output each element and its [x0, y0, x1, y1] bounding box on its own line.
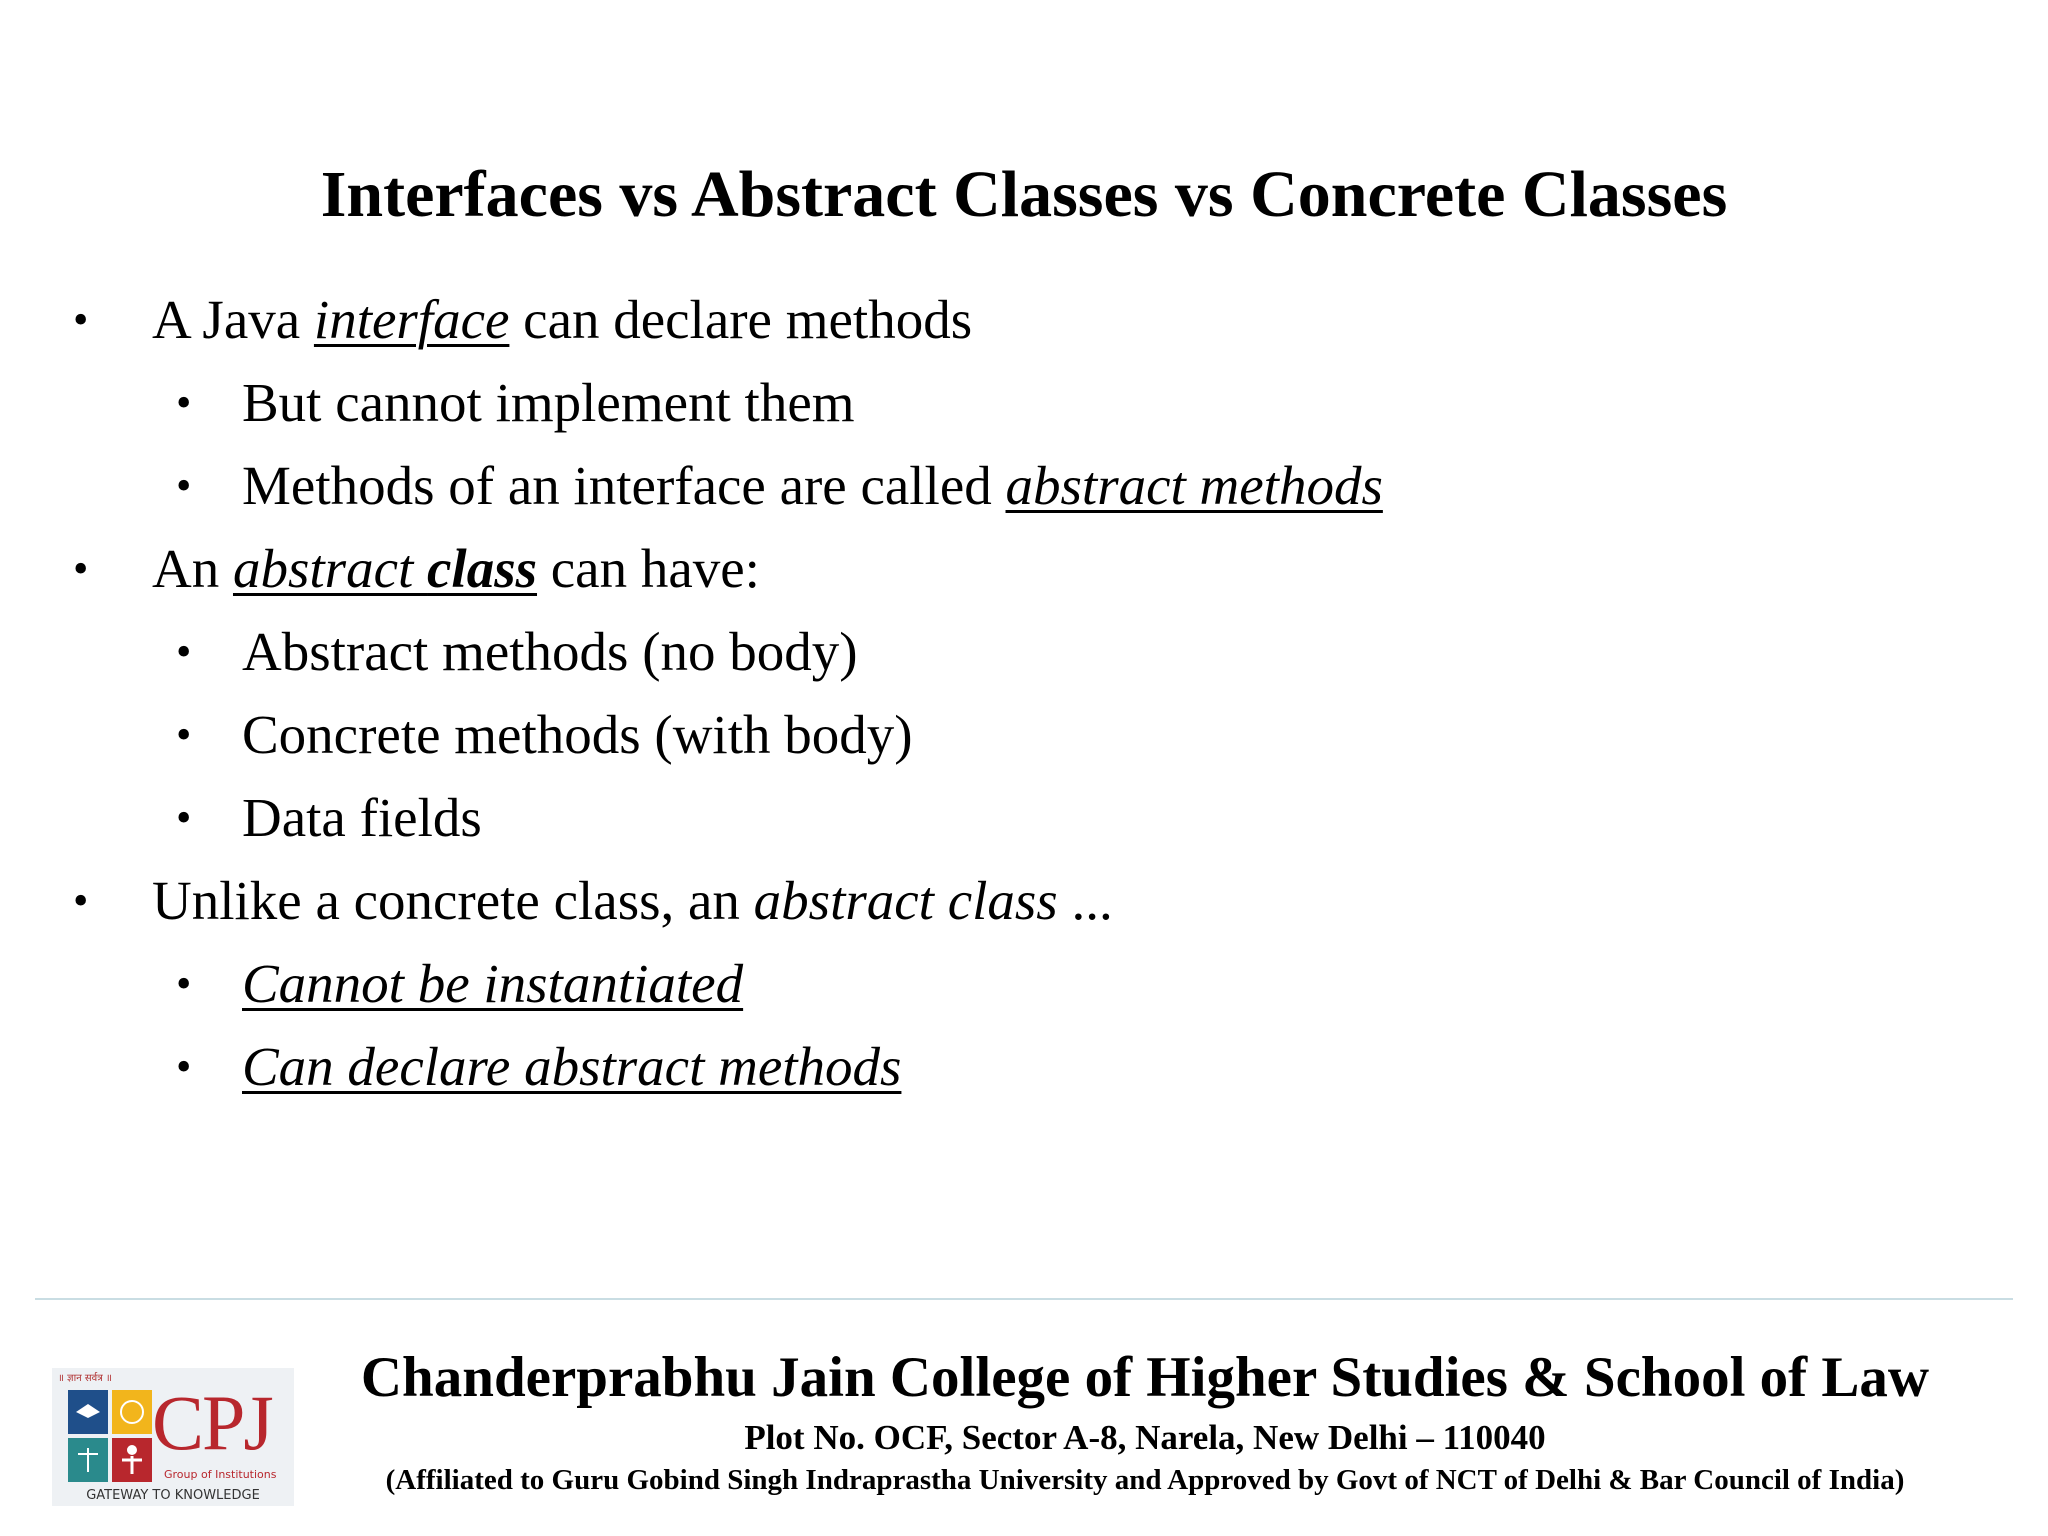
sub-bullet-dot: • [176, 461, 192, 510]
college-address: Plot No. OCF, Sector A-8, Narela, New Delhi – 110040 [744, 1418, 1546, 1457]
sub-bullet-item: • Concrete methods (with body) [242, 700, 913, 770]
sub-bullet-item: • Cannot be instantiated [242, 949, 743, 1019]
bullet-dot: • [73, 876, 89, 925]
term-class: class [427, 538, 538, 599]
logo-gateway-text: GATEWAY TO KNOWLEDGE [86, 1488, 260, 1503]
term-interface: interface [313, 289, 510, 350]
bullet-item-abstract-class: • An abstract class can have: [152, 534, 760, 604]
sub-bullet-dot: • [176, 959, 192, 1008]
sub-bullet-item: • But cannot implement them [242, 368, 855, 438]
footer-divider [35, 1298, 2013, 1300]
term-abstract: abstract [232, 538, 428, 599]
sub-bullet-item: • Abstract methods (no body) [242, 617, 858, 687]
college-name: Chanderprabhu Jain College of Higher Studies & School of Law [360, 1346, 1930, 1409]
logo-tagline-hindi: ॥ ज्ञान सर्वत्र ॥ [58, 1373, 112, 1384]
sub-bullet-dot: • [176, 793, 192, 842]
college-affiliation: (Affiliated to Guru Gobind Singh Indraprastha University and Approved by Govt of NCT of Delhi & Bar Council of India) [385, 1464, 1905, 1496]
sub-bullet-item: • Data fields [242, 783, 482, 853]
slide-title: Interfaces vs Abstract Classes vs Concrete Classes [320, 158, 1728, 231]
college-logo [52, 1368, 294, 1506]
logo-group-text: Group of Institutions [164, 1468, 277, 1481]
bullet-item-interface: • A Java interface can declare methods [152, 285, 972, 355]
sub-bullet-item: • Can declare abstract methods [242, 1032, 901, 1102]
sub-bullet-dot: • [176, 710, 192, 759]
bullet-dot: • [73, 295, 89, 344]
term-abstract-methods: abstract methods [1005, 455, 1383, 516]
college-shield-icon [68, 1390, 152, 1482]
sub-bullet-dot: • [176, 1042, 192, 1091]
bullet-item-concrete-class: • Unlike a concrete class, an abstract class ... [152, 866, 1113, 936]
term-abstract-class: abstract class [753, 870, 1058, 931]
sub-bullet-dot: • [176, 627, 192, 676]
sub-bullet-item: • Methods of an interface are called abstract methods [242, 451, 1383, 521]
logo-brand: CPJ [152, 1379, 272, 1466]
sub-bullet-dot: • [176, 378, 192, 427]
bullet-dot: • [73, 544, 89, 593]
